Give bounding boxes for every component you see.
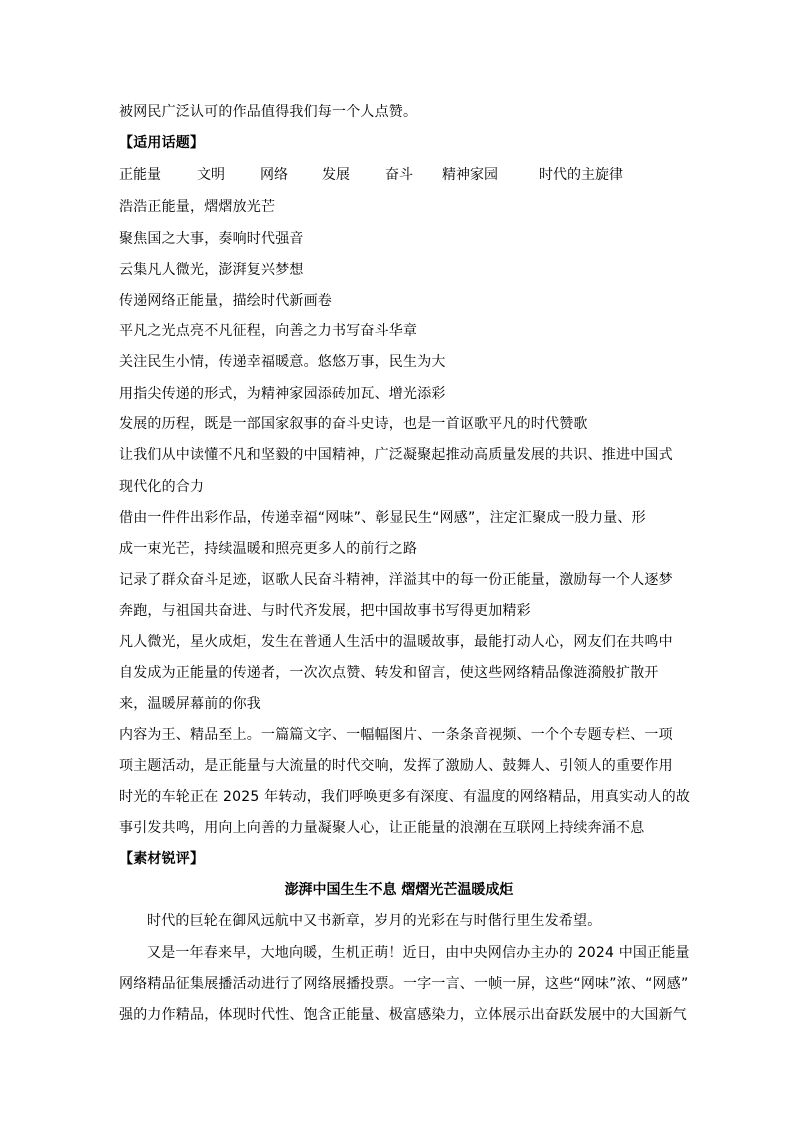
phrase-line: 成一束光芒，持续温暖和照亮更多人的前行之路: [119, 541, 418, 557]
topic-item: 文明: [197, 167, 225, 183]
review-heading: 【素材锐评】: [119, 851, 205, 867]
phrase-line: 现代化的合力: [119, 479, 205, 495]
phrase-line: 让我们从中读懂不凡和坚毅的中国精神，广泛凝聚起推动高质量发展的共识、推进中国式: [119, 447, 673, 463]
topic-item: 奋斗: [385, 167, 413, 183]
topic-item: 正能量: [119, 167, 161, 183]
article-paragraph: 又是一年春来早，大地向暖，生机正萌！近日，由中央网信办主办的 2024 中国正能量: [147, 945, 690, 961]
phrase-line: 发展的历程，既是一部国家叙事的奋斗史诗，也是一首讴歌平凡的时代赞歌: [119, 416, 588, 432]
topics-row: [119, 166, 679, 184]
phrase-line: 奔跑，与祖国共奋进、与时代齐发展，把中国故事书写得更加精彩: [119, 603, 531, 619]
phrase-line: 时光的车轮正在 2025 年转动，我们呼唤更多有深度、有温度的网络精品，用真实动人的故: [119, 789, 691, 805]
article-line: 强的力作精品，体现时代性、饱含正能量、极富感染力，立体展示出奋跃发展中的大国新气: [119, 1007, 687, 1023]
topic-item: 发展: [322, 167, 350, 183]
phrase-line: 云集凡人微光，澎湃复兴梦想: [119, 262, 304, 278]
topic-item: 时代的主旋律: [539, 167, 623, 183]
phrase-line: 聚焦国之大事，奏响时代强音: [119, 231, 304, 247]
topics-heading: 【适用话题】: [119, 135, 205, 151]
topic-item: 网络: [260, 167, 288, 183]
phrase-line: 来，温暖屏幕前的你我: [119, 696, 261, 712]
phrase-line: 内容为王、精品至上。一篇篇文字、一幅幅图片、一条条音视频、一个个专题专栏、一项: [119, 727, 673, 743]
phrase-line: 用指尖传递的形式，为精神家园添砖加瓦、增光添彩: [119, 386, 446, 402]
phrase-line: 借由一件件出彩作品，传递幸福“网味”、彰显民生“网感”，注定汇聚成一股力量、形: [119, 510, 646, 526]
phrase-line: 平凡之光点亮不凡征程，向善之力书写奋斗华章: [119, 323, 418, 339]
phrase-line: 浩浩正能量，熠熠放光芒: [119, 199, 276, 215]
phrase-line: 记录了群众奋斗足迹，讴歌人民奋斗精神，洋溢其中的每一份正能量，激励每一个人逐梦: [119, 572, 673, 588]
intro-line: 被网民广泛认可的作品值得我们每一个人点赞。: [119, 104, 418, 120]
phrase-line: 凡人微光，星火成炬，发生在普通人生活中的温暖故事，最能打动人心，网友们在共鸣中: [119, 634, 673, 650]
article-line: 网络精品征集展播活动进行了网络展播投票。一字一言、一帧一屏，这些“网味”浓、“网感”: [119, 976, 689, 992]
phrase-line: 事引发共鸣，用向上向善的力量凝聚人心，让正能量的浪潮在互联网上持续奔涌不息: [119, 820, 645, 836]
topic-item: 精神家园: [442, 167, 498, 183]
phrase-line: 传递网络正能量，描绘时代新画卷: [119, 293, 332, 309]
article-paragraph: 时代的巨轮在御风远航中又书新章，岁月的光彩在与时偕行里生发希望。: [147, 913, 602, 929]
article-title: 澎湃中国生生不息 熠熠光芒温暖成炬: [284, 882, 514, 898]
phrase-line: 项主题活动，是正能量与大流量的时代交响，发挥了激励人、鼓舞人、引领人的重要作用: [119, 758, 673, 774]
phrase-line: 关注民生小情，传递幸福暖意。悠悠万事，民生为大: [119, 354, 446, 370]
phrase-line: 自发成为正能量的传递者，一次次点赞、转发和留言，使这些网络精品像涟漪般扩散开: [119, 665, 659, 681]
